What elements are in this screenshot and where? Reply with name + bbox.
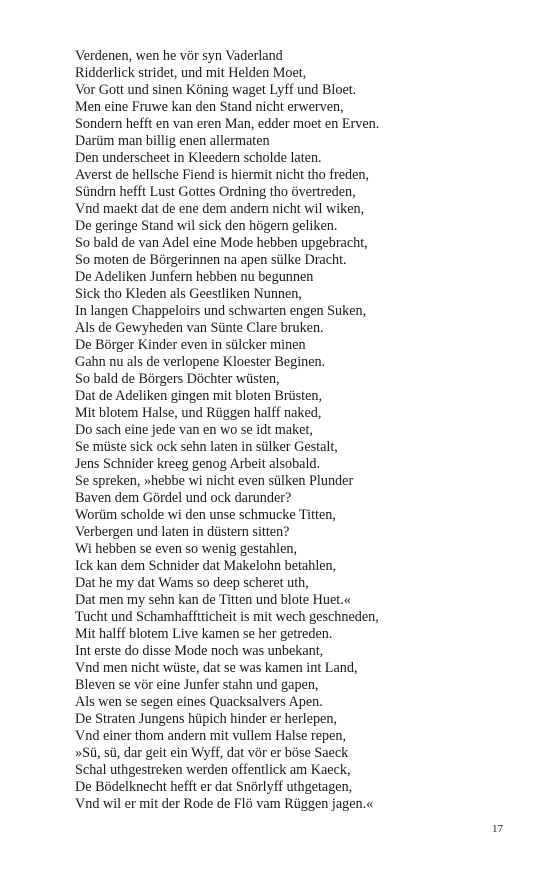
poem-line: Tucht und Schamhafftticheit is mit wech geschneden, [75,609,379,625]
poem-line: Vnd einer thom andern mit vullem Halse repen, [75,728,347,744]
page-number: 17 [492,823,503,835]
poem-line: Mit halff blotem Live kamen se her getreden. [75,626,333,642]
poem-line: Darüm man billig enen allermaten [75,133,270,149]
poem-line: So bald de van Adel eine Mode hebben upgebracht, [75,235,368,251]
poem-line: Vnd men nicht wüste, dat se was kamen int Land, [75,660,358,676]
poem-line: Sick tho Kleden als Geestliken Nunnen, [75,286,302,302]
poem-line: Bleven se vör eine Junfer stahn und gapen, [75,677,319,693]
poem-line: Wi hebben se even so wenig gestahlen, [75,541,298,557]
poem-line: Als wen se segen eines Quacksalvers Apen. [75,694,323,710]
poem-line: »Sü, sü, dar geit ein Wyff, dat vör er böse Saeck [75,745,349,761]
poem-line: Sündrn hefft Lust Gottes Ordning tho övertreden, [75,184,356,200]
poem-line: Jens Schnider kreeg genog Arbeit alsobald. [75,456,321,472]
poem-line: Vnd maekt dat de ene dem andern nicht wil wiken, [75,201,365,217]
poem-line: De Börger Kinder even in sülcker minen [75,337,306,353]
poem-text-block [75,48,525,813]
poem-line: Verdenen, wen he vör syn Vaderland [75,48,283,64]
poem-line: Men eine Fruwe kan den Stand nicht erwerven, [75,99,344,115]
poem-line: In langen Chappeloirs und schwarten engen Suken, [75,303,367,319]
poem-line: Den underscheet in Kleedern scholde laten. [75,150,322,166]
poem-line: Gahn nu als de verlopene Kloester Beginen. [75,354,326,370]
poem-line: Als de Gewyheden van Sünte Clare bruken. [75,320,324,336]
poem-line: Schal uthgestreken werden offentlick am Kaeck, [75,762,351,778]
poem-line: Baven dem Gördel und ock darunder? [75,490,292,506]
poem-line: Verbergen und laten in düstern sitten? [75,524,290,540]
poem-line: De Bödelknecht hefft er dat Snörlyff uthgetagen, [75,779,353,795]
poem-line: Dat he my dat Wams so deep scheret uth, [75,575,309,591]
poem-line: Se müste sick ock sehn laten in sülker Gestalt, [75,439,338,455]
poem-line: Mit blotem Halse, und Rüggen halff naked, [75,405,322,421]
poem-line: Vor Gott und sinen Köning waget Lyff und Bloet. [75,82,357,98]
poem-line: Dat men my sehn kan de Titten und blote Huet.« [75,592,351,608]
poem-line: Se spreken, »hebbe wi nicht even sülken Plunder [75,473,354,489]
poem-line: Worüm scholde wi den unse schmucke Titten, [75,507,336,523]
poem-line: Averst de hellsche Fiend is hiermit nicht tho freden, [75,167,370,183]
poem-line: Vnd wil er mit der Rode de Flö vam Rüggen jagen.« [75,796,374,812]
poem-line: Int erste do disse Mode noch was unbekant, [75,643,324,659]
poem-line: Do sach eine jede van en wo se idt maket, [75,422,313,438]
poem-line: Ick kan dem Schnider dat Makelohn betahlen, [75,558,337,574]
poem-line: De geringe Stand wil sick den högern geliken. [75,218,338,234]
poem-line: De Adeliken Junfern hebben nu begunnen [75,269,314,285]
poem-line: De Straten Jungens hüpich hinder er herlepen, [75,711,337,727]
poem-line: So bald de Börgers Döchter wüsten, [75,371,280,387]
poem-line: Dat de Adeliken gingen mit bloten Brüsten, [75,388,323,404]
poem-line: Sondern hefft en van eren Man, edder moet en Erven. [75,116,380,132]
poem-line: Ridderlick stridet, und mit Helden Moet, [75,65,307,81]
poem-line: So moten de Börgerinnen na apen sülke Dracht. [75,252,347,268]
